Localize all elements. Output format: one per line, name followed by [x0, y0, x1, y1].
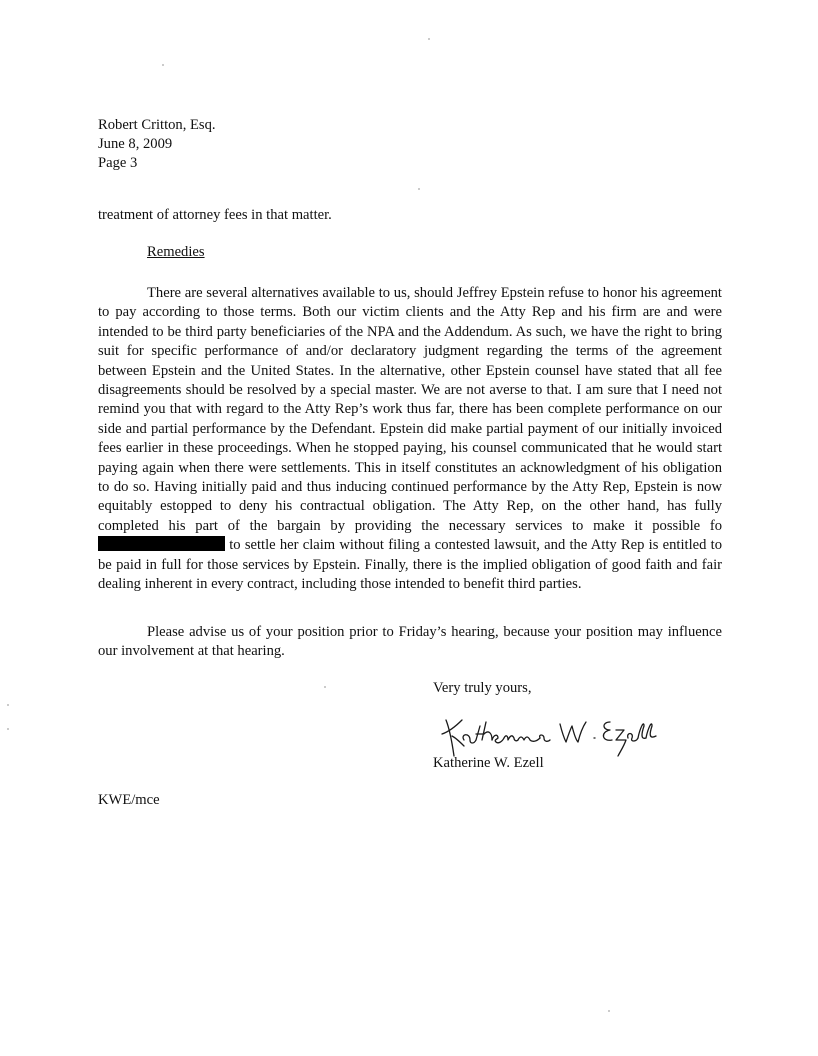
- signer-name: Katherine W. Ezell: [433, 755, 544, 771]
- typist-initials: KWE/mce: [98, 792, 160, 808]
- handwritten-signature: [440, 712, 660, 758]
- scan-speck: [162, 64, 164, 66]
- remedies-text-part-1: There are several alternatives available to us, should Jeffrey Epstein refuse to honor his agreement to pay according to those terms. Both our victim clients and the Atty Rep and his firm are and were intended to be third party beneficiaries of the NPA and the Addendum. As such, we have the right to bring suit for specific performance of and/or declaratory judgment regarding the terms of the agreement between Epstein and the United States. In the alternative, other Epstein counsel have stated that all fee disagreements should be resolved by a special master. We are not averse to that. I am sure that I need not remind you that with regard to the Atty Rep’s work thus far, there has been complete performance on our side and partial performance by the Defendant. Epstein did make partial payment of our initially invoiced fees earlier in these proceedings. When he stopped paying, his counsel communicated that he would start paying again when there were settlements. This in itself constitutes an acknowledgment of his obligation to do so. Having initially paid and thus inducing continued performance by the Atty Rep, Epstein is now equitably estopped to deny his contractual obligation. The Atty Rep, on the other hand, has fully completed his part of the bargain by providing the necessary services to make it possible fo: [98, 285, 722, 534]
- scan-speck: [608, 1010, 610, 1012]
- scan-speck: [428, 38, 430, 40]
- closing-salutation: Very truly yours,: [433, 680, 532, 696]
- scan-speck: [418, 188, 420, 190]
- letter-date: June 8, 2009: [98, 136, 173, 152]
- redaction-block: [98, 536, 225, 551]
- remedies-heading: Remedies: [147, 244, 205, 260]
- remedies-text-part-2: to settle her claim without filing a contested lawsuit, and the Atty Rep is entitled to be paid in full for those services by Epstein. Finally, there is the implied obligation of good faith and fair dealing inherent in every contract, including those intended to benefit third parties.: [98, 537, 722, 593]
- remedies-paragraph: [98, 284, 722, 595]
- scan-speck: [324, 686, 326, 688]
- continuation-text: treatment of attorney fees in that matter.: [98, 207, 332, 223]
- advice-paragraph: Please advise us of your position prior to Friday’s hearing, because your position may influence our involvement at that hearing.: [98, 624, 722, 660]
- scan-speck: [7, 728, 9, 730]
- recipient-name: Robert Critton, Esq.: [98, 117, 216, 133]
- page-number: Page 3: [98, 155, 138, 171]
- scan-speck: [7, 704, 9, 706]
